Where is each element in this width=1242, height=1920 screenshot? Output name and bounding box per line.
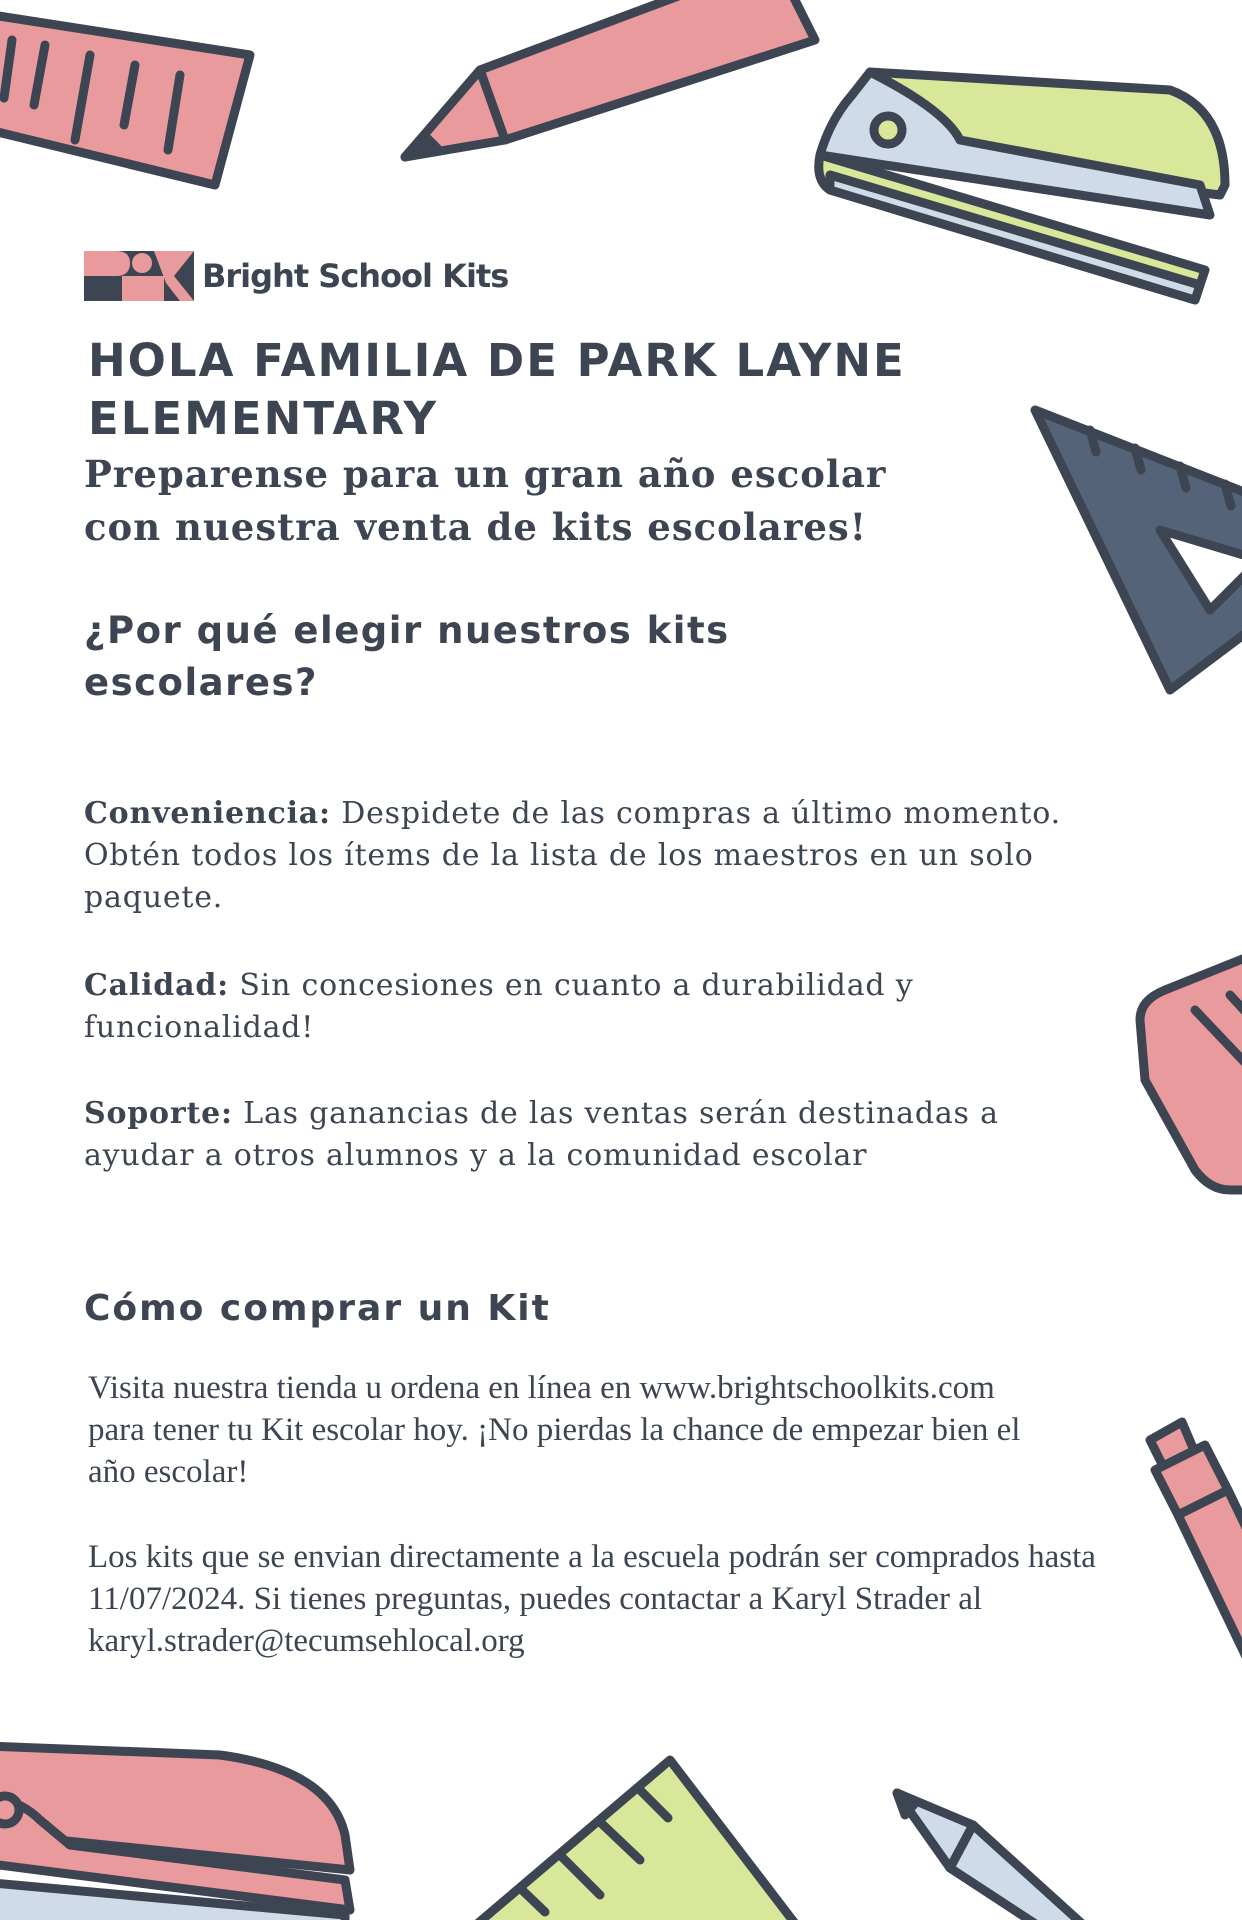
eraser-icon xyxy=(1140,940,1242,1190)
page-subtitle: Preparense para un gran año escolar con nuestra venta de kits escolares! xyxy=(84,452,887,549)
benefit-convenience xyxy=(84,793,1114,919)
benefit-text: Las ganancias de las ventas serán destinadas a ayudar a otros alumnos y a la comunidad escolar xyxy=(84,1096,999,1173)
marker-icon xyxy=(1150,1422,1242,1665)
benefit-label: Conveniencia: xyxy=(84,796,331,831)
benefit-label: Calidad: xyxy=(84,968,229,1003)
set-square-icon xyxy=(1035,410,1242,690)
ruler-bottom-icon xyxy=(470,1760,800,1920)
how-heading: Cómo comprar un Kit xyxy=(84,1288,551,1329)
pencil-bottom-icon xyxy=(897,1793,1100,1920)
brand-name: Bright School Kits xyxy=(202,257,509,295)
stapler-icon xyxy=(819,72,1225,300)
why-heading: ¿Por qué elegir nuestros kits escolares? xyxy=(84,609,730,704)
benefit-text: Sin concesiones en cuanto a durabilidad y funcionalidad! xyxy=(84,968,914,1045)
how-paragraph-store: Visita nuestra tienda u ordena en línea en www.brightschoolkits.com para tener tu Kit escolar hoy. ¡No pierdas la chance de empezar bien el año escolar! xyxy=(88,1370,1021,1490)
benefit-support xyxy=(84,1093,1074,1177)
benefit-quality xyxy=(84,965,964,1049)
how-paragraph-contact: Los kits que se envian directamente a la escuela podrán ser comprados hasta 11/07/2024. Si tienes preguntas, puedes contactar a Karyl Strader al karyl.strader@tecumsehlocal.org xyxy=(88,1539,1096,1659)
page-title: HOLA FAMILIA DE PARK LAYNE ELEMENTARY xyxy=(88,334,906,445)
brand-logo xyxy=(84,250,508,302)
ruler-icon xyxy=(0,10,250,185)
pencil-icon xyxy=(405,0,815,157)
benefit-label: Soporte: xyxy=(84,1096,233,1131)
benefit-text: Despidete de las compras a último momento. Obtén todos los ítems de la lista de los maestros en un solo paquete. xyxy=(84,796,1061,915)
stapler-bottom-icon xyxy=(0,1745,350,1920)
bsk-logo-icon xyxy=(84,251,194,301)
